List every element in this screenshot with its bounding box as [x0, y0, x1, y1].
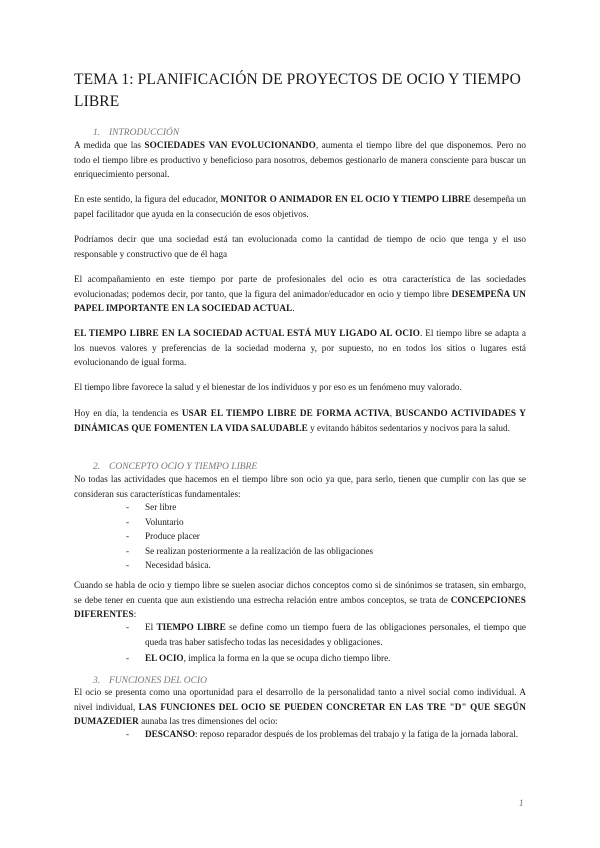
list-item: - DESCANSO: reposo reparador después de los problemas del trabajo y la fatiga de la jornada laboral.: [126, 729, 519, 739]
text-run: y evitando hábitos sedentarios y nocivos para la salud.: [307, 422, 510, 433]
list-item-text: Voluntario: [145, 516, 184, 527]
list-item-text: Ser libre: [145, 502, 177, 512]
bold-run: USAR EL TIEMPO LIBRE DE FORMA ACTIVA: [181, 408, 390, 418]
bold-run: CONCEPCIONES DIFERENTES: [74, 594, 526, 620]
list-item: - Ser libre: [126, 502, 177, 512]
list-item: - Produce placer: [126, 531, 200, 542]
section-number: 3.: [93, 676, 101, 686]
paragraph-concepciones: [74, 578, 526, 622]
text-run: :: [133, 609, 137, 620]
list-item: - Necesidad básica.: [126, 560, 211, 571]
text-run: No todas las actividades que hacemos en el tiempo libre son ocio ya que, para serlo, tienen que cumplir con las que se consideran sus características fundamentales:: [74, 474, 526, 499]
functions-list: [126, 727, 526, 744]
list-item: - EL OCIO, implica la forma en la que se ocupa dicho tiempo libre.: [126, 653, 391, 664]
bold-run: EL TIEMPO LIBRE EN LA SOCIEDAD ACTUAL ESTÁ MUY LIGADO AL OCIO: [74, 328, 420, 338]
list-item-text: Necesidad básica.: [145, 560, 211, 571]
text-run: desempeña un papel facilitador que ayuda en la consecución de esos objetivos.: [74, 194, 526, 219]
text-run: Hoy en día, la tendencia es: [74, 408, 182, 418]
text-run: se define como un tiempo fuera de las obligaciones personales, el tiempo que queda tras haber satisfecho todas las necesidades y obligaciones.: [145, 622, 526, 647]
section-label: FUNCIONES DEL OCIO: [109, 676, 207, 686]
list-item-text: Se realizan posteriormente a la realización de las obligaciones: [145, 545, 374, 556]
paragraph-tiempo-libre: [74, 326, 526, 370]
text-run: Cuando se habla de ocio y tiempo libre se suelen asociar dichos conceptos como si de sinónimos se tratasen, sin embargo, se debe tener en cuenta que aun existiendo una estrecha relación entre ambos conceptos, se trata de: [74, 580, 526, 605]
text-run: Podríamos decir que una sociedad está tan evolucionada como la cantidad de tiempo de ocio que tenga y el uso responsable y constructivo que de él haga: [74, 234, 526, 259]
list-item: - Voluntario: [126, 516, 184, 527]
section-label: INTRODUCCIÓN: [109, 128, 180, 138]
text-run: ,: [389, 408, 396, 418]
document-title: TEMA 1: PLANIFICACIÓN DE PROYECTOS DE OCIO Y TIEMPO LIBRE: [74, 71, 521, 110]
bold-run: BUSCANDO ACTIVIDADES Y DINÁMICAS QUE FOMENTEN LA VIDA SALUDABLE: [74, 408, 527, 433]
text-run: , implica la forma en la que se ocupa dicho tiempo libre.: [183, 653, 391, 664]
text-run: . El tiempo libre se adapta a los nuevos valores y preferencias de la sociedad moderna y, por supuesto, no en todos los sitios o lugares está evolucionando de igual forma.: [74, 328, 526, 368]
paragraph-sociedad: [74, 232, 526, 261]
text-run: El: [145, 622, 157, 632]
bold-run: SOCIEDADES VAN EVOLUCIONANDO: [144, 140, 316, 150]
page-number: 1: [519, 798, 524, 808]
section-label: CONCEPTO OCIO Y TIEMPO LIBRE: [109, 462, 258, 472]
text-run: A medida que las: [74, 140, 145, 150]
text-run: : reposo reparador después de los problemas del trabajo y la fatiga de la jornada laboral.: [195, 729, 519, 739]
bold-run: DESCANSO: [145, 729, 196, 739]
list-item: - Se realizan posteriormente a la realización de las obligaciones: [126, 545, 374, 556]
section-number: 2.: [93, 462, 101, 472]
list-item: - El TIEMPO LIBRE se define como un tiempo fuera de las obligaciones personales, el tiempo que queda tras haber satisfecho todas las necesidades y obligaciones.: [126, 622, 526, 647]
paragraph-intro: [74, 138, 526, 182]
text-run: El ocio se presenta como una oportunidad para el desarrollo de la personalidad tanto a nivel social como individual. A nivel individual,: [74, 687, 526, 712]
bold-run: LAS FUNCIONES DEL OCIO SE PUEDEN CONCRETAR EN LAS TRE "D" QUE SEGÚN DUMAZEDIER: [74, 701, 526, 727]
text-run: El acompañamiento en este tiempo por parte de profesionales del ocio es otra característica de las sociedades evolucionadas; podemos decir, por tanto, que la figura del animador/educador en ocio y tiempo libre: [74, 274, 526, 299]
bold-run: EL OCIO: [145, 653, 184, 664]
bold-run: MONITOR O ANIMADOR EN EL OCIO Y TIEMPO LIBRE: [220, 194, 471, 204]
bold-run: TIEMPO LIBRE: [156, 622, 226, 632]
concepts-list: [126, 620, 526, 668]
paragraph-funciones: [74, 685, 526, 729]
paragraph-tendencia: [74, 406, 526, 435]
bold-run: DESEMPEÑA UN PAPEL IMPORTANTE EN LA SOCIEDAD ACTUAL: [74, 288, 526, 314]
characteristics-list: [126, 500, 373, 573]
paragraph-actividades: [74, 472, 526, 501]
paragraph-educador: [74, 192, 526, 221]
text-run: El tiempo libre favorece la salud y el bienestar de los individuos y por eso es un fenómeno muy valorado.: [74, 382, 462, 392]
paragraph-salud: [74, 380, 526, 395]
text-run: .: [292, 303, 295, 314]
text-run: En este sentido, la figura del educador,: [74, 194, 221, 204]
section-number: 1.: [93, 128, 101, 138]
paragraph-acompanamiento: [74, 272, 526, 316]
text-run: , aumenta el tiempo libre del que disponemos. Pero no todo el tiempo libre es productivo y beneficioso para nosotros, debemos gestionarlo de manera consciente para buscar un enriquecimiento personal.: [74, 140, 526, 180]
text-run: aunaba las tres dimensiones del ocio:: [138, 716, 278, 727]
list-item-text: Produce placer: [145, 531, 200, 542]
